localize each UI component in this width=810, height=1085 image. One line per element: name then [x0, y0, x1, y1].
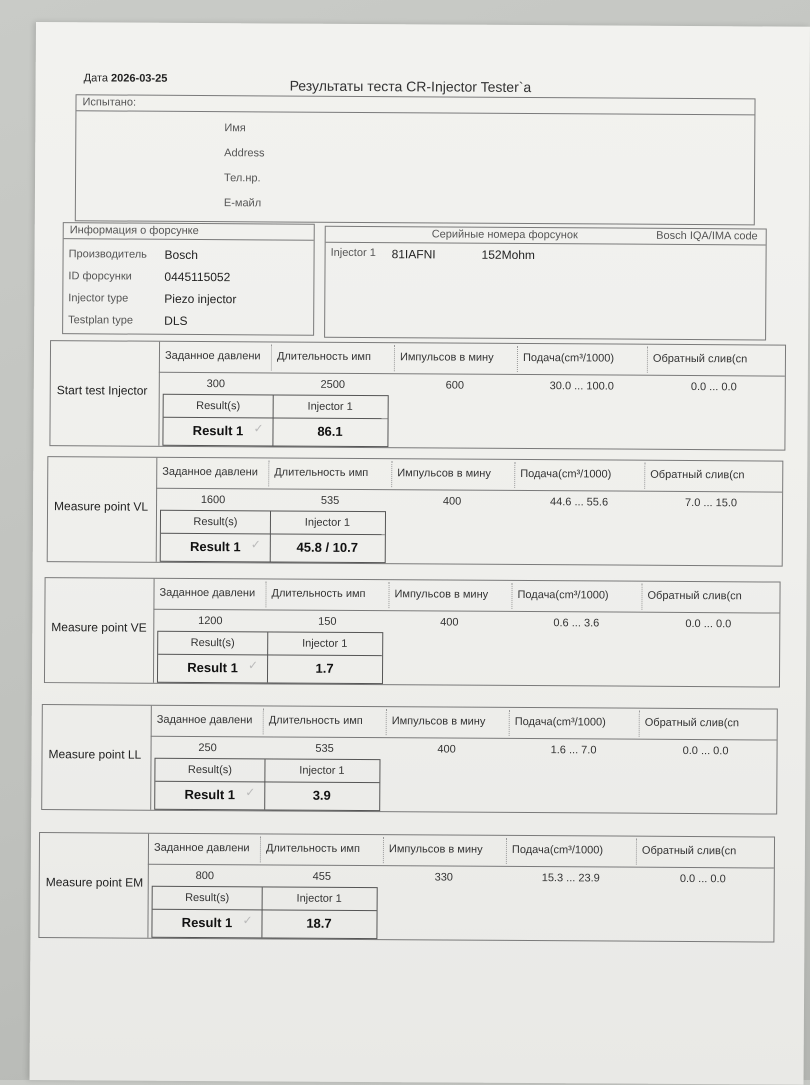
tested-section — [75, 94, 756, 225]
pressure-value: 1200 — [198, 615, 223, 628]
injector-header-label: Injector 1 — [296, 892, 342, 905]
result-value: 1.7 — [315, 660, 334, 676]
header-divider — [153, 609, 779, 614]
block-divider — [153, 579, 155, 683]
injector-header-label: Injector 1 — [302, 637, 348, 650]
column-separator — [647, 347, 648, 373]
pulses-value: 600 — [445, 379, 464, 392]
block-divider — [158, 342, 160, 446]
column-separator — [514, 462, 515, 488]
column-header-delivery: Подача(cm³/1000) — [517, 588, 609, 602]
test-point-name: Measure point LL — [48, 747, 142, 762]
return-flow-value: 0.0 ... 0.0 — [685, 617, 732, 631]
delivery-value: 44.6 ... 55.6 — [549, 496, 609, 509]
check-icon: ✓ — [250, 537, 261, 552]
delivery-value: 15.3 ... 23.9 — [541, 872, 600, 885]
column-separator — [641, 584, 642, 610]
pressure-value: 300 — [206, 378, 225, 391]
column-separator — [511, 583, 512, 609]
result-header-label: Result(s) — [196, 399, 241, 413]
result-table — [162, 394, 388, 447]
delivery-value: 1.6 ... 7.0 — [550, 744, 597, 757]
email-field-label: E-майл — [223, 197, 262, 210]
return-flow-value: 0.0 ... 0.0 — [682, 744, 729, 758]
serial-numbers-section — [324, 226, 767, 341]
iqa-code-heading: Bosch IQA/IMA code — [656, 229, 758, 243]
testplan-type-value: DLS — [164, 313, 188, 328]
date-line — [84, 72, 168, 85]
injector-header-label: Injector 1 — [299, 764, 345, 777]
report-page — [30, 22, 810, 1085]
injector-info-heading: Информация о форсунке — [64, 223, 314, 241]
delivery-value: 30.0 ... 100.0 — [549, 380, 614, 393]
column-separator — [517, 346, 518, 372]
column-separator — [391, 461, 392, 487]
header-divider — [156, 488, 782, 493]
serial-heading: Серийные номера форсунок — [431, 228, 578, 242]
column-separator — [260, 836, 261, 862]
result-value: 3.9 — [312, 787, 331, 803]
pulses-value: 400 — [437, 743, 456, 756]
result-header-label: Result(s) — [185, 891, 230, 905]
injector-id-value: 0445115052 — [164, 269, 231, 285]
column-separator — [265, 581, 266, 607]
column-header-pulses: Импульсов в мину — [391, 715, 486, 728]
column-header-duration: Длительность имп — [274, 466, 369, 480]
tested-heading: Испытано: — [76, 95, 754, 115]
test-point-name: Measure point EM — [45, 875, 144, 890]
column-header-duration: Длительность имп — [271, 587, 366, 601]
result-value: 18.7 — [306, 915, 332, 931]
injector-type-value: Piezo injector — [164, 291, 237, 307]
test-block — [44, 577, 781, 687]
column-header-duration: Длительность имп — [276, 350, 372, 364]
serial-heading-bar — [326, 227, 766, 246]
return-flow-value: 0.0 ... 0.0 — [690, 381, 737, 394]
column-header-pressure: Заданное давлени — [153, 841, 250, 855]
header-divider — [148, 864, 774, 869]
column-header-duration: Длительность имп — [268, 714, 363, 728]
column-header-delivery: Подача(cm³/1000) — [520, 467, 612, 481]
test-block — [47, 456, 784, 566]
block-divider — [156, 458, 158, 562]
result-row-label: Result 1 — [184, 786, 236, 803]
duration-value: 535 — [315, 742, 334, 755]
column-header-delivery: Подача(cm³/1000) — [514, 715, 606, 729]
header-divider — [159, 372, 785, 377]
column-header-pressure: Заданное давлени — [159, 586, 256, 600]
column-header-delivery: Подача(cm³/1000) — [511, 843, 604, 857]
result-table — [160, 510, 386, 563]
block-divider — [150, 706, 152, 810]
page-title: Результаты теста CR-Injector Tester`a — [289, 77, 532, 96]
result-header-label: Result(s) — [193, 515, 238, 529]
pressure-value: 250 — [198, 742, 217, 755]
delivery-value: 0.6 ... 3.6 — [553, 617, 600, 630]
column-header-delivery: Подача(cm³/1000) — [522, 351, 615, 365]
column-header-pulses: Импульсов в мину — [388, 843, 483, 856]
block-divider — [147, 834, 149, 938]
result-header-label: Result(s) — [190, 636, 235, 650]
testplan-type-label: Testplan type — [68, 314, 134, 327]
column-separator — [636, 839, 637, 865]
test-point-name: Measure point VL — [54, 499, 149, 514]
column-header-pulses: Импульсов в мину — [399, 351, 494, 364]
duration-value: 2500 — [320, 378, 346, 391]
injector-info-section — [62, 222, 315, 336]
column-separator — [268, 460, 269, 486]
return-flow-value: 7.0 ... 15.0 — [685, 496, 738, 510]
address-field-label: Address — [224, 147, 265, 160]
column-header-pressure: Заданное давлени — [156, 713, 253, 727]
result-header-label: Result(s) — [187, 763, 232, 777]
pulses-value: 330 — [434, 871, 453, 884]
result-table — [157, 631, 383, 684]
check-icon: ✓ — [253, 421, 264, 436]
date-label: Дата — [83, 72, 109, 85]
date-value: 2026-03-25 — [111, 72, 168, 85]
iqa-code-value: 152Mohm — [481, 247, 536, 263]
test-block — [41, 704, 778, 814]
header-divider — [151, 736, 777, 741]
serial-number-value: 81IAFNI — [391, 247, 436, 262]
column-separator — [509, 710, 510, 736]
test-block — [49, 340, 786, 450]
column-separator — [386, 709, 387, 735]
name-field-label: Имя — [224, 122, 246, 135]
duration-value: 455 — [312, 870, 331, 883]
test-point-name: Measure point VE — [51, 620, 147, 635]
test-point-name: Start test Injector — [56, 383, 148, 398]
column-separator — [271, 344, 272, 370]
pressure-value: 800 — [195, 869, 214, 883]
pulses-value: 400 — [442, 495, 462, 508]
column-header-pressure: Заданное давлени — [162, 465, 258, 479]
result-row-label: Result 1 — [192, 422, 244, 439]
injector-type-label: Injector type — [68, 292, 129, 305]
column-header-return-flow: Обратный слив(cn — [641, 844, 737, 858]
column-separator — [644, 463, 645, 489]
column-separator — [506, 838, 507, 864]
column-header-pulses: Импульсов в мину — [397, 467, 491, 480]
column-separator — [639, 711, 640, 737]
column-header-return-flow: Обратный слив(cn — [647, 589, 742, 603]
check-icon: ✓ — [242, 913, 253, 928]
injector-id-label: ID форсунки — [68, 270, 132, 283]
column-header-return-flow: Обратный слив(cn — [652, 352, 748, 366]
manufacturer-label: Производитель — [68, 248, 147, 261]
return-flow-value: 0.0 ... 0.0 — [679, 872, 726, 886]
manufacturer-value: Bosch — [164, 247, 198, 262]
result-row-label: Result 1 — [187, 659, 238, 676]
column-header-return-flow: Обратный слив(cn — [650, 468, 745, 482]
test-block — [38, 832, 775, 942]
column-header-pulses: Импульсов в мину — [394, 588, 489, 601]
check-icon: ✓ — [248, 658, 259, 673]
pressure-value: 1600 — [200, 494, 226, 507]
pulses-value: 400 — [440, 616, 459, 629]
result-value: 45.8 / 10.7 — [296, 539, 359, 555]
column-separator — [383, 837, 384, 863]
result-table — [154, 758, 380, 811]
duration-value: 535 — [320, 494, 340, 507]
serial-injector-label: Injector 1 — [330, 246, 376, 260]
phone-field-label: Тел.нр. — [224, 172, 261, 185]
result-row-label: Result 1 — [189, 538, 241, 555]
result-value: 86.1 — [317, 423, 343, 439]
column-header-return-flow: Обратный слив(cn — [644, 716, 740, 730]
column-separator — [388, 582, 389, 608]
column-separator — [263, 708, 264, 734]
column-header-duration: Длительность имп — [265, 842, 361, 855]
result-row-label: Result 1 — [181, 914, 233, 931]
result-table — [151, 886, 377, 939]
column-separator — [394, 345, 395, 371]
injector-header-label: Injector 1 — [307, 400, 353, 413]
column-header-pressure: Заданное давлени — [164, 349, 261, 363]
duration-value: 150 — [318, 615, 337, 628]
injector-header-label: Injector 1 — [304, 516, 351, 529]
check-icon: ✓ — [245, 785, 256, 800]
